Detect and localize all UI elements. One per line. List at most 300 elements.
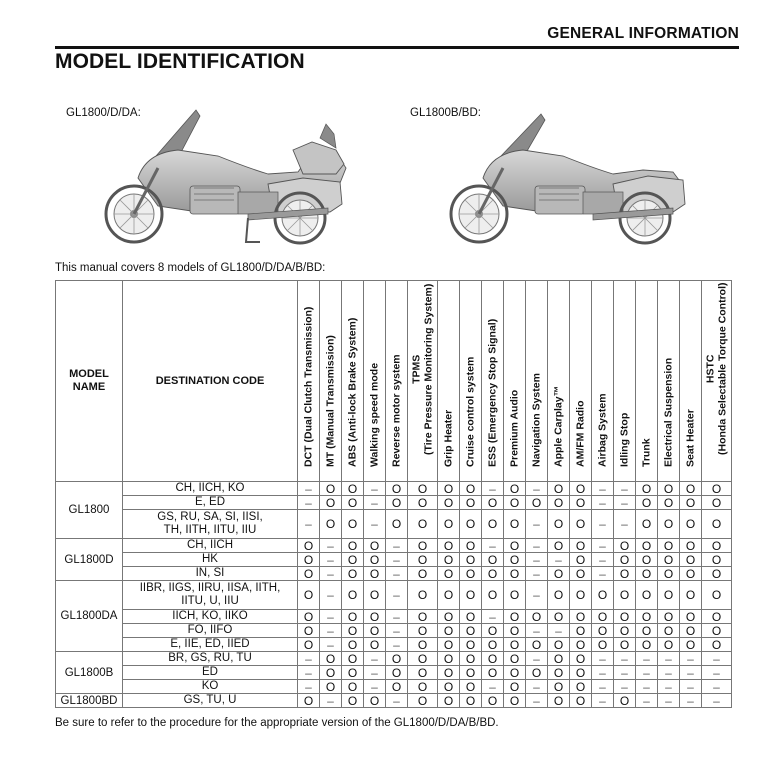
- table-row: [56, 610, 732, 624]
- feature-available-mark: O: [702, 510, 732, 539]
- feature-available-mark: O: [570, 567, 592, 581]
- destination-line1: HK: [202, 553, 218, 565]
- feature-available-mark: O: [504, 610, 526, 624]
- feature-available-mark: O: [614, 638, 636, 652]
- table-row: [56, 553, 732, 567]
- feature-unavailable-mark: –: [592, 694, 614, 708]
- destination-code-cell: [123, 482, 298, 496]
- feature-available-mark: O: [636, 624, 658, 638]
- feature-available-mark: O: [342, 694, 364, 708]
- feature-available-mark: O: [548, 510, 570, 539]
- feature-unavailable-mark: –: [636, 666, 658, 680]
- feature-available-mark: O: [614, 610, 636, 624]
- feature-unavailable-mark: –: [482, 482, 504, 496]
- feature-available-mark: O: [504, 680, 526, 694]
- feature-label-line1: TPMS: [410, 354, 422, 384]
- feature-available-mark: O: [702, 553, 732, 567]
- feature-available-mark: O: [592, 624, 614, 638]
- feature-available-mark: O: [386, 482, 408, 496]
- feature-label: Cruise control system: [463, 356, 476, 467]
- destination-line1: KO: [201, 680, 219, 692]
- feature-available-mark: O: [364, 581, 386, 610]
- feature-unavailable-mark: –: [592, 539, 614, 553]
- feature-available-mark: O: [658, 482, 680, 496]
- feature-available-mark: O: [438, 680, 460, 694]
- feature-unavailable-mark: –: [320, 539, 342, 553]
- feature-available-mark: O: [386, 496, 408, 510]
- feature-unavailable-mark: –: [482, 539, 504, 553]
- feature-unavailable-mark: –: [680, 680, 702, 694]
- feature-available-mark: O: [482, 694, 504, 708]
- feature-available-mark: O: [636, 553, 658, 567]
- destination-code-header: DESTINATION CODE: [123, 281, 298, 482]
- feature-available-mark: O: [636, 510, 658, 539]
- feature-available-mark: O: [342, 567, 364, 581]
- feature-available-mark: O: [460, 624, 482, 638]
- feature-available-mark: O: [570, 680, 592, 694]
- feature-available-mark: O: [482, 638, 504, 652]
- feature-available-mark: O: [438, 694, 460, 708]
- feature-available-mark: O: [570, 666, 592, 680]
- feature-available-mark: O: [702, 539, 732, 553]
- feature-available-mark: O: [680, 638, 702, 652]
- feature-available-mark: O: [680, 510, 702, 539]
- feature-available-mark: O: [636, 496, 658, 510]
- feature-available-mark: O: [408, 652, 438, 666]
- destination-line1: CH, IICH: [187, 539, 233, 551]
- feature-label: Walking speed mode: [367, 362, 380, 467]
- feature-unavailable-mark: –: [702, 680, 732, 694]
- footnote: Be sure to refer to the procedure for the appropriate version of the GL1800/D/DA/B/BD.: [55, 717, 499, 729]
- feature-available-mark: O: [504, 496, 526, 510]
- feature-available-mark: O: [658, 581, 680, 610]
- feature-available-mark: O: [592, 638, 614, 652]
- feature-available-mark: O: [504, 638, 526, 652]
- table-row: [56, 496, 732, 510]
- feature-label: [705, 283, 728, 455]
- feature-available-mark: O: [364, 638, 386, 652]
- feature-available-mark: O: [364, 694, 386, 708]
- feature-available-mark: O: [342, 553, 364, 567]
- feature-available-mark: O: [570, 496, 592, 510]
- feature-available-mark: O: [460, 652, 482, 666]
- feature-unavailable-mark: –: [526, 510, 548, 539]
- feature-unavailable-mark: –: [548, 553, 570, 567]
- table-body: [56, 482, 732, 708]
- feature-unavailable-mark: –: [592, 680, 614, 694]
- feature-unavailable-mark: –: [636, 652, 658, 666]
- table-row: [56, 482, 732, 496]
- feature-unavailable-mark: –: [320, 553, 342, 567]
- feature-available-mark: O: [614, 694, 636, 708]
- feature-available-mark: O: [702, 581, 732, 610]
- model-header-line2: NAME: [72, 381, 106, 393]
- feature-available-mark: O: [460, 482, 482, 496]
- feature-available-mark: O: [592, 581, 614, 610]
- feature-available-mark: O: [658, 638, 680, 652]
- feature-available-mark: O: [570, 539, 592, 553]
- feature-available-mark: O: [460, 666, 482, 680]
- feature-unavailable-mark: –: [658, 680, 680, 694]
- destination-line2: TH, IITH, IITU, IIU: [163, 524, 257, 536]
- feature-unavailable-mark: –: [364, 652, 386, 666]
- feature-header: [320, 281, 342, 482]
- feature-available-mark: O: [364, 567, 386, 581]
- feature-available-mark: O: [438, 610, 460, 624]
- feature-available-mark: O: [570, 652, 592, 666]
- feature-available-mark: O: [614, 539, 636, 553]
- feature-available-mark: O: [438, 624, 460, 638]
- table-row: [56, 624, 732, 638]
- feature-available-mark: O: [680, 539, 702, 553]
- feature-unavailable-mark: –: [658, 694, 680, 708]
- feature-available-mark: O: [320, 652, 342, 666]
- feature-unavailable-mark: –: [614, 652, 636, 666]
- feature-available-mark: O: [460, 510, 482, 539]
- model-name-cell: GL1800BD: [56, 694, 123, 708]
- feature-unavailable-mark: –: [526, 581, 548, 610]
- feature-unavailable-mark: –: [386, 553, 408, 567]
- feature-unavailable-mark: –: [680, 652, 702, 666]
- feature-label-line1: HSTC: [704, 354, 716, 384]
- feature-available-mark: O: [548, 638, 570, 652]
- feature-available-mark: O: [438, 666, 460, 680]
- feature-available-mark: O: [592, 610, 614, 624]
- feature-unavailable-mark: –: [614, 666, 636, 680]
- feature-unavailable-mark: –: [526, 652, 548, 666]
- feature-label: Trunk: [639, 437, 652, 467]
- feature-available-mark: O: [386, 652, 408, 666]
- destination-code-cell: [123, 553, 298, 567]
- feature-label-line2: (Tire Pressure Monitoring System): [421, 283, 434, 455]
- motorcycle-with-trunk-illustration: [98, 108, 348, 250]
- feature-unavailable-mark: –: [526, 567, 548, 581]
- feature-unavailable-mark: –: [592, 553, 614, 567]
- feature-available-mark: O: [680, 581, 702, 610]
- feature-unavailable-mark: –: [702, 652, 732, 666]
- feature-available-mark: O: [320, 680, 342, 694]
- feature-header: [298, 281, 320, 482]
- destination-line1: FO, IIFO: [187, 624, 233, 636]
- feature-header: [548, 281, 570, 482]
- feature-label: ESS (Emergency Stop Signal): [485, 318, 498, 467]
- feature-unavailable-mark: –: [298, 666, 320, 680]
- feature-available-mark: O: [482, 652, 504, 666]
- feature-unavailable-mark: –: [386, 567, 408, 581]
- feature-available-mark: O: [636, 638, 658, 652]
- feature-unavailable-mark: –: [320, 638, 342, 652]
- feature-unavailable-mark: –: [386, 539, 408, 553]
- feature-unavailable-mark: –: [482, 680, 504, 694]
- feature-available-mark: O: [320, 496, 342, 510]
- destination-code-cell: [123, 610, 298, 624]
- feature-unavailable-mark: –: [592, 666, 614, 680]
- feature-available-mark: O: [408, 610, 438, 624]
- feature-label: DCT (Dual Clutch Transmission): [301, 306, 314, 467]
- feature-header: [614, 281, 636, 482]
- feature-available-mark: O: [526, 610, 548, 624]
- feature-available-mark: O: [342, 666, 364, 680]
- feature-available-mark: O: [680, 610, 702, 624]
- feature-unavailable-mark: –: [680, 694, 702, 708]
- destination-code-cell: [123, 624, 298, 638]
- feature-available-mark: O: [526, 666, 548, 680]
- feature-available-mark: O: [702, 567, 732, 581]
- feature-available-mark: O: [504, 666, 526, 680]
- feature-available-mark: O: [364, 553, 386, 567]
- feature-unavailable-mark: –: [526, 553, 548, 567]
- feature-available-mark: O: [408, 510, 438, 539]
- feature-available-mark: O: [614, 624, 636, 638]
- feature-available-mark: O: [364, 610, 386, 624]
- feature-available-mark: O: [320, 510, 342, 539]
- feature-unavailable-mark: –: [526, 624, 548, 638]
- feature-available-mark: O: [408, 680, 438, 694]
- feature-available-mark: O: [548, 666, 570, 680]
- feature-label: Apple Carplay™: [551, 385, 564, 467]
- feature-available-mark: O: [438, 638, 460, 652]
- destination-code-cell: [123, 680, 298, 694]
- feature-available-mark: O: [526, 638, 548, 652]
- feature-available-mark: O: [570, 581, 592, 610]
- feature-label: Grip Heater: [441, 409, 454, 467]
- feature-available-mark: O: [298, 638, 320, 652]
- destination-code-cell: [123, 666, 298, 680]
- feature-available-mark: O: [636, 482, 658, 496]
- model-name-cell: GL1800D: [56, 539, 123, 581]
- feature-available-mark: O: [460, 694, 482, 708]
- feature-available-mark: O: [526, 496, 548, 510]
- section-header: GENERAL INFORMATION: [547, 25, 739, 42]
- feature-label: [411, 284, 434, 455]
- feature-available-mark: O: [658, 553, 680, 567]
- feature-available-mark: O: [614, 581, 636, 610]
- feature-available-mark: O: [342, 680, 364, 694]
- feature-available-mark: O: [482, 666, 504, 680]
- feature-available-mark: O: [548, 680, 570, 694]
- feature-available-mark: O: [364, 539, 386, 553]
- feature-header: [570, 281, 592, 482]
- feature-unavailable-mark: –: [320, 581, 342, 610]
- feature-unavailable-mark: –: [320, 694, 342, 708]
- feature-unavailable-mark: –: [364, 666, 386, 680]
- feature-available-mark: O: [702, 482, 732, 496]
- feature-unavailable-mark: –: [614, 482, 636, 496]
- table-row: [56, 567, 732, 581]
- feature-available-mark: O: [298, 539, 320, 553]
- table-row: [56, 694, 732, 708]
- feature-unavailable-mark: –: [482, 610, 504, 624]
- feature-available-mark: O: [636, 567, 658, 581]
- feature-unavailable-mark: –: [636, 694, 658, 708]
- feature-unavailable-mark: –: [658, 652, 680, 666]
- destination-line1: ED: [202, 666, 218, 678]
- feature-available-mark: O: [570, 638, 592, 652]
- feature-available-mark: O: [320, 666, 342, 680]
- feature-unavailable-mark: –: [386, 581, 408, 610]
- feature-unavailable-mark: –: [592, 510, 614, 539]
- feature-available-mark: O: [482, 510, 504, 539]
- destination-code-cell: [123, 638, 298, 652]
- feature-available-mark: O: [320, 482, 342, 496]
- intro-text: This manual covers 8 models of GL1800/D/DA/B/BD:: [55, 262, 326, 274]
- feature-available-mark: O: [680, 553, 702, 567]
- feature-unavailable-mark: –: [298, 482, 320, 496]
- feature-available-mark: O: [438, 496, 460, 510]
- feature-unavailable-mark: –: [526, 539, 548, 553]
- table-header-row: [56, 281, 732, 482]
- feature-available-mark: O: [504, 539, 526, 553]
- feature-header: [364, 281, 386, 482]
- feature-unavailable-mark: –: [526, 694, 548, 708]
- feature-available-mark: O: [482, 581, 504, 610]
- feature-available-mark: O: [408, 694, 438, 708]
- feature-available-mark: O: [548, 496, 570, 510]
- feature-unavailable-mark: –: [364, 680, 386, 694]
- feature-available-mark: O: [438, 581, 460, 610]
- feature-available-mark: O: [298, 694, 320, 708]
- destination-line1: BR, GS, RU, TU: [168, 652, 252, 664]
- feature-available-mark: O: [658, 567, 680, 581]
- feature-unavailable-mark: –: [298, 510, 320, 539]
- figure-label-gl1800-d-da: GL1800/D/DA:: [66, 107, 141, 119]
- feature-available-mark: O: [504, 624, 526, 638]
- feature-unavailable-mark: –: [526, 482, 548, 496]
- feature-available-mark: O: [680, 496, 702, 510]
- feature-label-line2: (Honda Selectable Torque Control): [715, 282, 728, 455]
- feature-available-mark: O: [548, 581, 570, 610]
- table-row: [56, 666, 732, 680]
- feature-available-mark: O: [342, 510, 364, 539]
- feature-available-mark: O: [548, 694, 570, 708]
- motorcycle-bagger-illustration: [443, 108, 693, 250]
- feature-available-mark: O: [504, 567, 526, 581]
- feature-available-mark: O: [702, 496, 732, 510]
- feature-unavailable-mark: –: [680, 666, 702, 680]
- destination-line1: GS, RU, SA, SI, IISI,: [157, 511, 263, 523]
- destination-line2: IITU, U, IIU: [181, 595, 239, 607]
- feature-header: [438, 281, 460, 482]
- feature-available-mark: O: [658, 539, 680, 553]
- feature-available-mark: O: [680, 482, 702, 496]
- destination-code-cell: [123, 694, 298, 708]
- feature-unavailable-mark: –: [636, 680, 658, 694]
- feature-available-mark: O: [460, 539, 482, 553]
- feature-label: Airbag System: [595, 392, 608, 467]
- feature-available-mark: O: [482, 624, 504, 638]
- feature-unavailable-mark: –: [658, 666, 680, 680]
- feature-unavailable-mark: –: [592, 482, 614, 496]
- feature-available-mark: O: [614, 553, 636, 567]
- destination-code-cell: [123, 581, 298, 610]
- feature-unavailable-mark: –: [592, 496, 614, 510]
- feature-available-mark: O: [298, 553, 320, 567]
- feature-unavailable-mark: –: [548, 624, 570, 638]
- feature-available-mark: O: [636, 610, 658, 624]
- feature-available-mark: O: [702, 610, 732, 624]
- feature-available-mark: O: [482, 567, 504, 581]
- feature-available-mark: O: [680, 567, 702, 581]
- feature-available-mark: O: [504, 553, 526, 567]
- feature-available-mark: O: [548, 610, 570, 624]
- feature-label: Navigation System: [529, 372, 542, 467]
- feature-unavailable-mark: –: [526, 680, 548, 694]
- feature-available-mark: O: [504, 510, 526, 539]
- feature-available-mark: O: [438, 482, 460, 496]
- destination-code-cell: [123, 496, 298, 510]
- feature-available-mark: O: [570, 482, 592, 496]
- feature-available-mark: O: [342, 624, 364, 638]
- feature-available-mark: O: [298, 610, 320, 624]
- feature-available-mark: O: [658, 496, 680, 510]
- feature-unavailable-mark: –: [702, 694, 732, 708]
- feature-unavailable-mark: –: [386, 638, 408, 652]
- feature-available-mark: O: [408, 581, 438, 610]
- feature-header: [386, 281, 408, 482]
- feature-available-mark: O: [408, 496, 438, 510]
- feature-available-mark: O: [298, 567, 320, 581]
- feature-header: [482, 281, 504, 482]
- destination-line1: IIBR, IIGS, IIRU, IISA, IITH,: [139, 582, 281, 594]
- destination-code-cell: [123, 510, 298, 539]
- feature-available-mark: O: [438, 567, 460, 581]
- feature-unavailable-mark: –: [592, 652, 614, 666]
- feature-unavailable-mark: –: [364, 496, 386, 510]
- feature-label: Electrical Suspension: [661, 357, 674, 467]
- model-name-cell: GL1800: [56, 482, 123, 539]
- feature-unavailable-mark: –: [298, 496, 320, 510]
- feature-available-mark: O: [408, 567, 438, 581]
- feature-available-mark: O: [460, 567, 482, 581]
- destination-line1: IN, SI: [195, 567, 225, 579]
- feature-available-mark: O: [548, 482, 570, 496]
- feature-header: [342, 281, 364, 482]
- feature-header: [636, 281, 658, 482]
- feature-available-mark: O: [482, 496, 504, 510]
- feature-available-mark: O: [548, 567, 570, 581]
- destination-line1: E, ED: [194, 496, 226, 508]
- destination-line1: CH, IICH, KO: [175, 482, 245, 494]
- feature-label: Premium Audio: [507, 389, 520, 467]
- table-row: [56, 581, 732, 610]
- feature-label: Seat Heater: [683, 408, 696, 467]
- destination-code-cell: [123, 567, 298, 581]
- feature-available-mark: O: [460, 581, 482, 610]
- table-row: [56, 652, 732, 666]
- feature-available-mark: O: [504, 581, 526, 610]
- model-name-cell: GL1800DA: [56, 581, 123, 652]
- feature-available-mark: O: [504, 652, 526, 666]
- feature-available-mark: O: [504, 694, 526, 708]
- table-row: [56, 680, 732, 694]
- feature-available-mark: O: [570, 624, 592, 638]
- feature-available-mark: O: [658, 610, 680, 624]
- feature-available-mark: O: [408, 482, 438, 496]
- feature-available-mark: O: [460, 638, 482, 652]
- destination-code-cell: [123, 652, 298, 666]
- feature-unavailable-mark: –: [364, 482, 386, 496]
- feature-available-mark: O: [408, 553, 438, 567]
- feature-available-mark: O: [438, 652, 460, 666]
- feature-available-mark: O: [386, 666, 408, 680]
- feature-unavailable-mark: –: [386, 624, 408, 638]
- feature-header: [408, 281, 438, 482]
- table-row: [56, 638, 732, 652]
- feature-header: [592, 281, 614, 482]
- feature-available-mark: O: [570, 510, 592, 539]
- feature-available-mark: O: [680, 624, 702, 638]
- feature-available-mark: O: [636, 539, 658, 553]
